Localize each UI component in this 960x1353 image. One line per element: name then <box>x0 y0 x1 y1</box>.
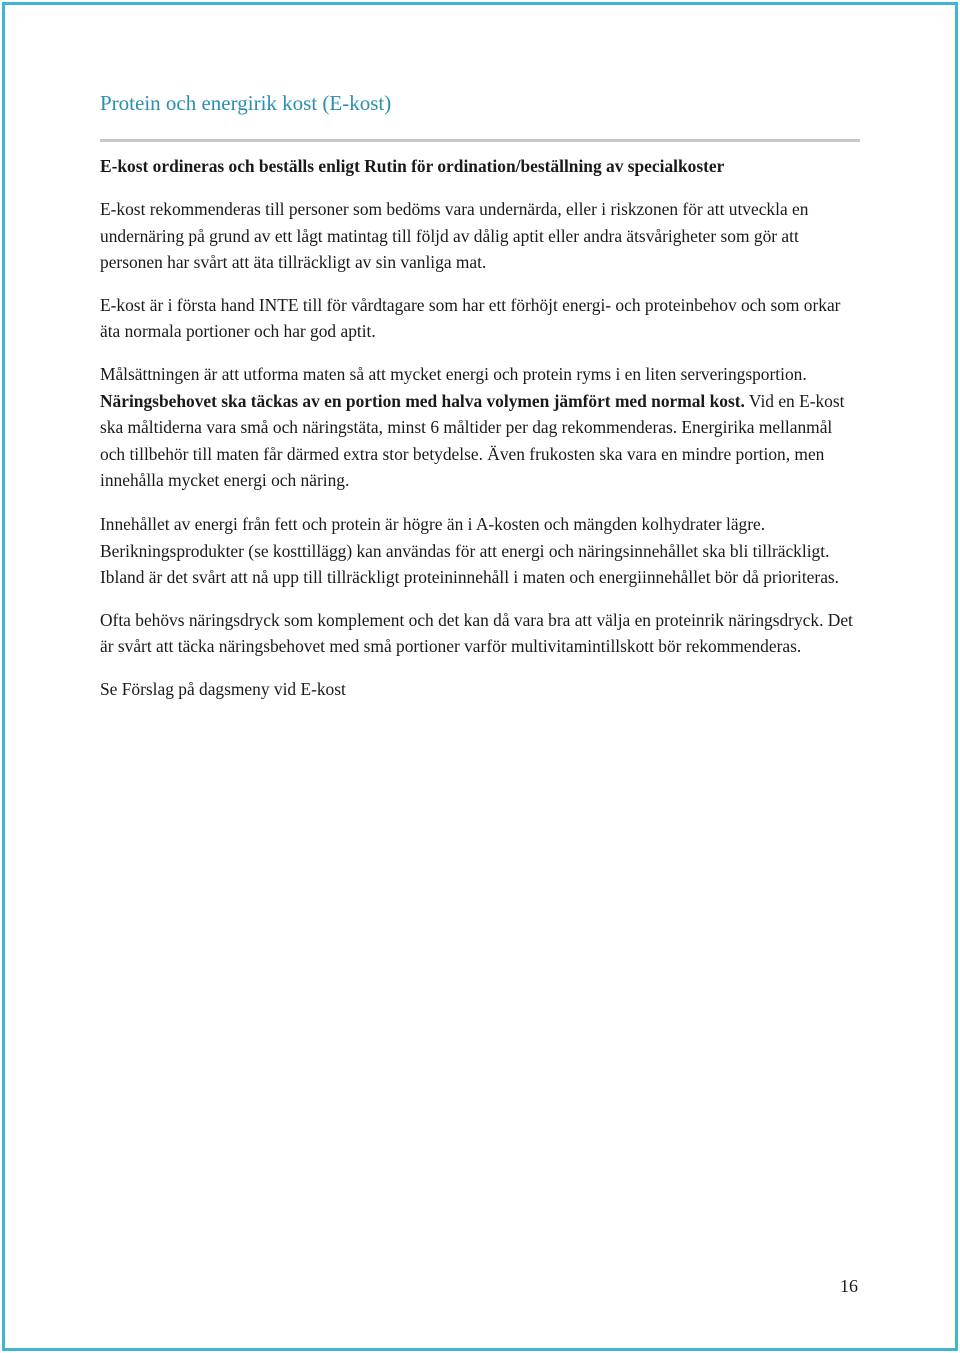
page-title: Protein och energirik kost (E-kost) <box>100 91 392 115</box>
paragraph-recommendation: E-kost rekommenderas till personer som bedöms vara undernärda, eller i riskzonen för att utveckla en undernäring på grund av ett lågt matintag till följd av dålig aptit eller andra ätsvårigheter som gör att personen har svårt att äta tillräckligt av sin vanliga mat. <box>100 199 809 273</box>
paragraph-goal-intro: Målsättningen är att utforma maten så att mycket energi och protein ryms i en liten serveringsportion. <box>100 363 807 384</box>
paragraph-not-intended: E-kost är i första hand INTE till för vårdtagare som har ett förhöjt energi- och proteinbehov och som orkar äta normala portioner och har god aptit. <box>100 294 841 342</box>
paragraph-menu-reference: Se Förslag på dagsmeny vid E-kost <box>100 678 346 699</box>
document-body <box>100 88 860 703</box>
title-divider <box>100 139 860 142</box>
paragraph-goal-emphasis: Näringsbehovet ska täckas av en portion med halva volymen jämfört med normal kost. <box>100 390 745 411</box>
paragraph-content: Innehållet av energi från fett och protein är högre än i A-kosten och mängden kolhydrater lägre. Berikningsprodukter (se kosttillägg) kan användas för att energi och näringsinnehållet ska bli tillräckligt. Ibland är det svårt att nå upp till tillräckligt proteininnehåll i maten och energiinnehållet bör då prioriteras. <box>100 513 840 588</box>
paragraph-goal-details: Vid en E-kost ska måltiderna vara små och näringstäta, minst 6 måltider per dag rekommenderas. Energirika mellanmål och tillbehör till maten får därmed extra stor betydelse. Även frukosten ska vara en mindre portion, men innehålla mycket energi och näring. <box>100 390 845 491</box>
paragraph-supplements: Ofta behövs näringsdryck som komplement och det kan då vara bra att välja en proteinrik näringsdryck. Det är svårt att täcka näringsbehovet med små portioner varför multivitamintillskott bör rekommenderas. <box>100 609 853 657</box>
page-number: 16 <box>840 1276 858 1296</box>
paragraph-goal <box>100 361 860 494</box>
ordination-subheading: E-kost ordineras och beställs enligt Rutin för ordination/beställning av specialkoster <box>100 156 725 176</box>
